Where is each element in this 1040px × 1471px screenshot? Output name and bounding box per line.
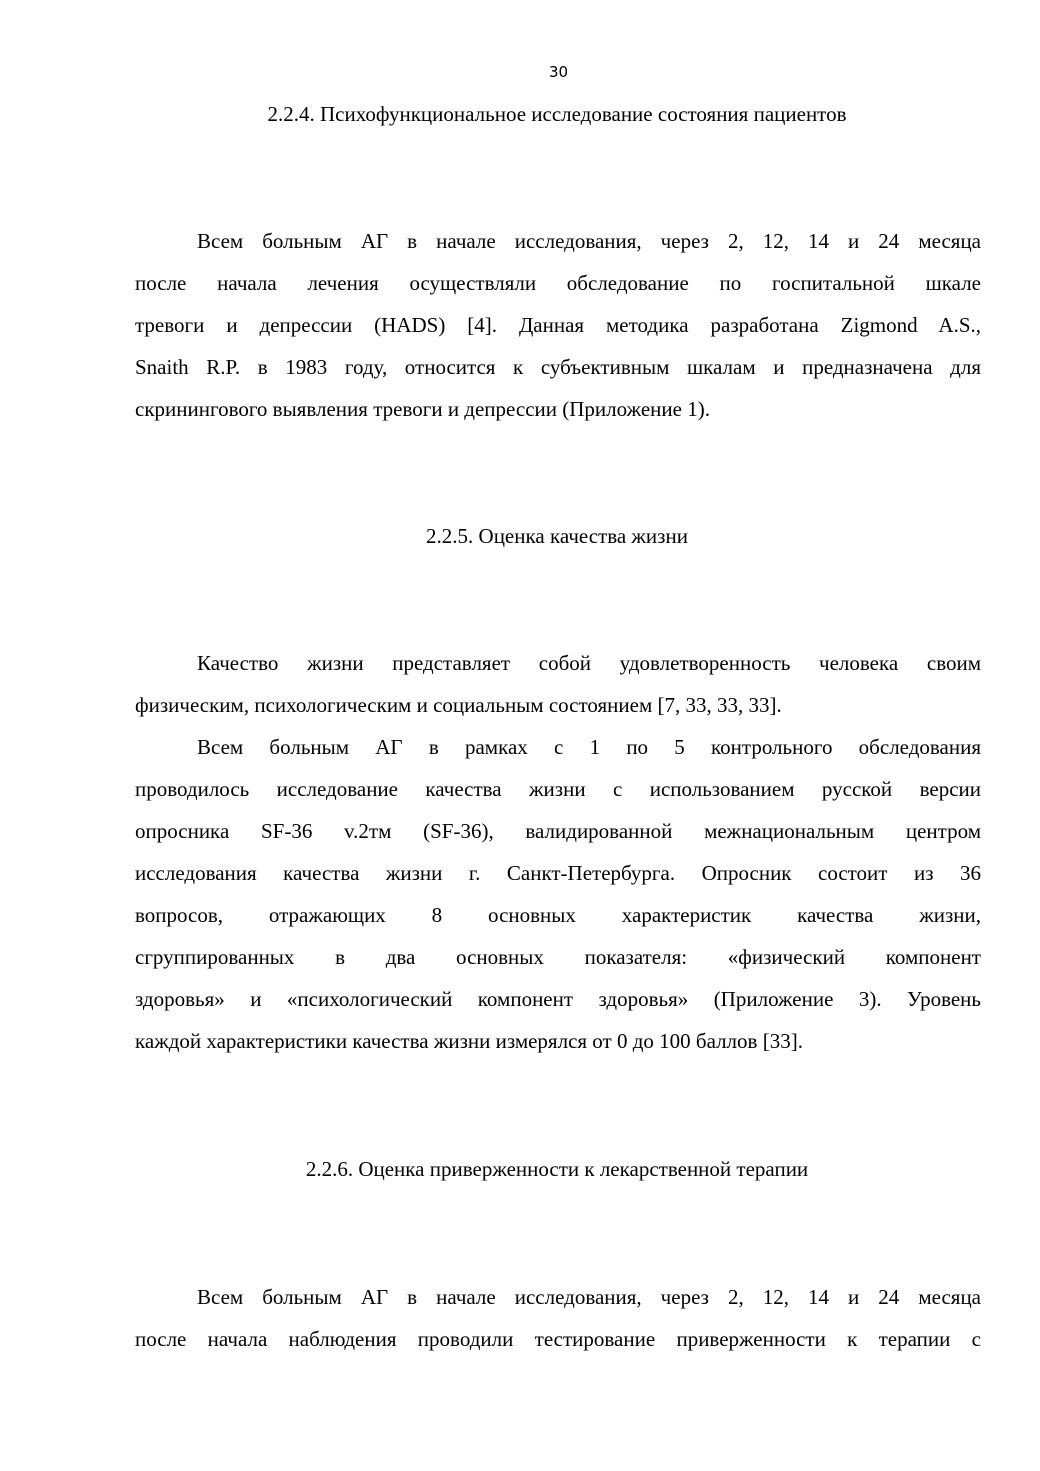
paragraph-2-2-5-sf36 — [135, 726, 981, 1062]
text-line: после начала наблюдения проводили тестирование приверженности к терапии с — [135, 1327, 981, 1351]
text-line: исследования качества жизни г. Санкт-Петербурга. Опросник состоит из 36 — [135, 861, 981, 885]
text-line: вопросов, отражающих 8 основных характеристик качества жизни, — [135, 903, 981, 927]
text-line: Качество жизни представляет собой удовлетворенность человека своим — [197, 651, 981, 675]
text-line: Snaith R.P. в 1983 году, относится к субъективным шкалам и предназначена для — [135, 355, 981, 379]
section-heading-2-2-4: 2.2.4. Психофункциональное исследование состояния пациентов — [267, 102, 847, 126]
page-number: 30 — [548, 63, 569, 81]
paragraph-2-2-5-definition — [135, 642, 981, 726]
text-line: физическим, психологическим и социальным состоянием [7, 33, 33, 33]. — [135, 693, 782, 717]
text-line: сгруппированных в два основных показателя: «физический компонент — [135, 945, 981, 969]
text-line: каждой характеристики качества жизни измерялся от 0 до 100 баллов [33]. — [135, 1029, 803, 1053]
text-line: тревоги и депрессии (HADS) [4]. Данная методика разработана Zigmond A.S., — [135, 313, 981, 337]
paragraph-2-2-4-hads — [135, 220, 981, 430]
text-line: после начала лечения осуществляли обследование по госпитальной шкале — [135, 271, 981, 295]
text-line: Всем больным АГ в рамках с 1 по 5 контрольного обследования — [197, 735, 981, 759]
text-line: Всем больным АГ в начале исследования, через 2, 12, 14 и 24 месяца — [197, 1285, 981, 1309]
text-line: Всем больным АГ в начале исследования, через 2, 12, 14 и 24 месяца — [197, 229, 981, 253]
section-heading-2-2-6: 2.2.6. Оценка приверженности к лекарственной терапии — [305, 1157, 809, 1181]
text-line: скринингового выявления тревоги и депрессии (Приложение 1). — [135, 397, 710, 421]
section-heading-2-2-5: 2.2.5. Оценка качества жизни — [426, 524, 688, 548]
text-line: здоровья» и «психологический компонент здоровья» (Приложение 3). Уровень — [135, 987, 981, 1011]
paragraph-2-2-6-adherence — [135, 1276, 981, 1360]
text-line: проводилось исследование качества жизни с использованием русской версии — [135, 777, 981, 801]
text-line: опросника SF-36 v.2тм (SF-36), валидированной межнациональным центром — [135, 819, 981, 843]
